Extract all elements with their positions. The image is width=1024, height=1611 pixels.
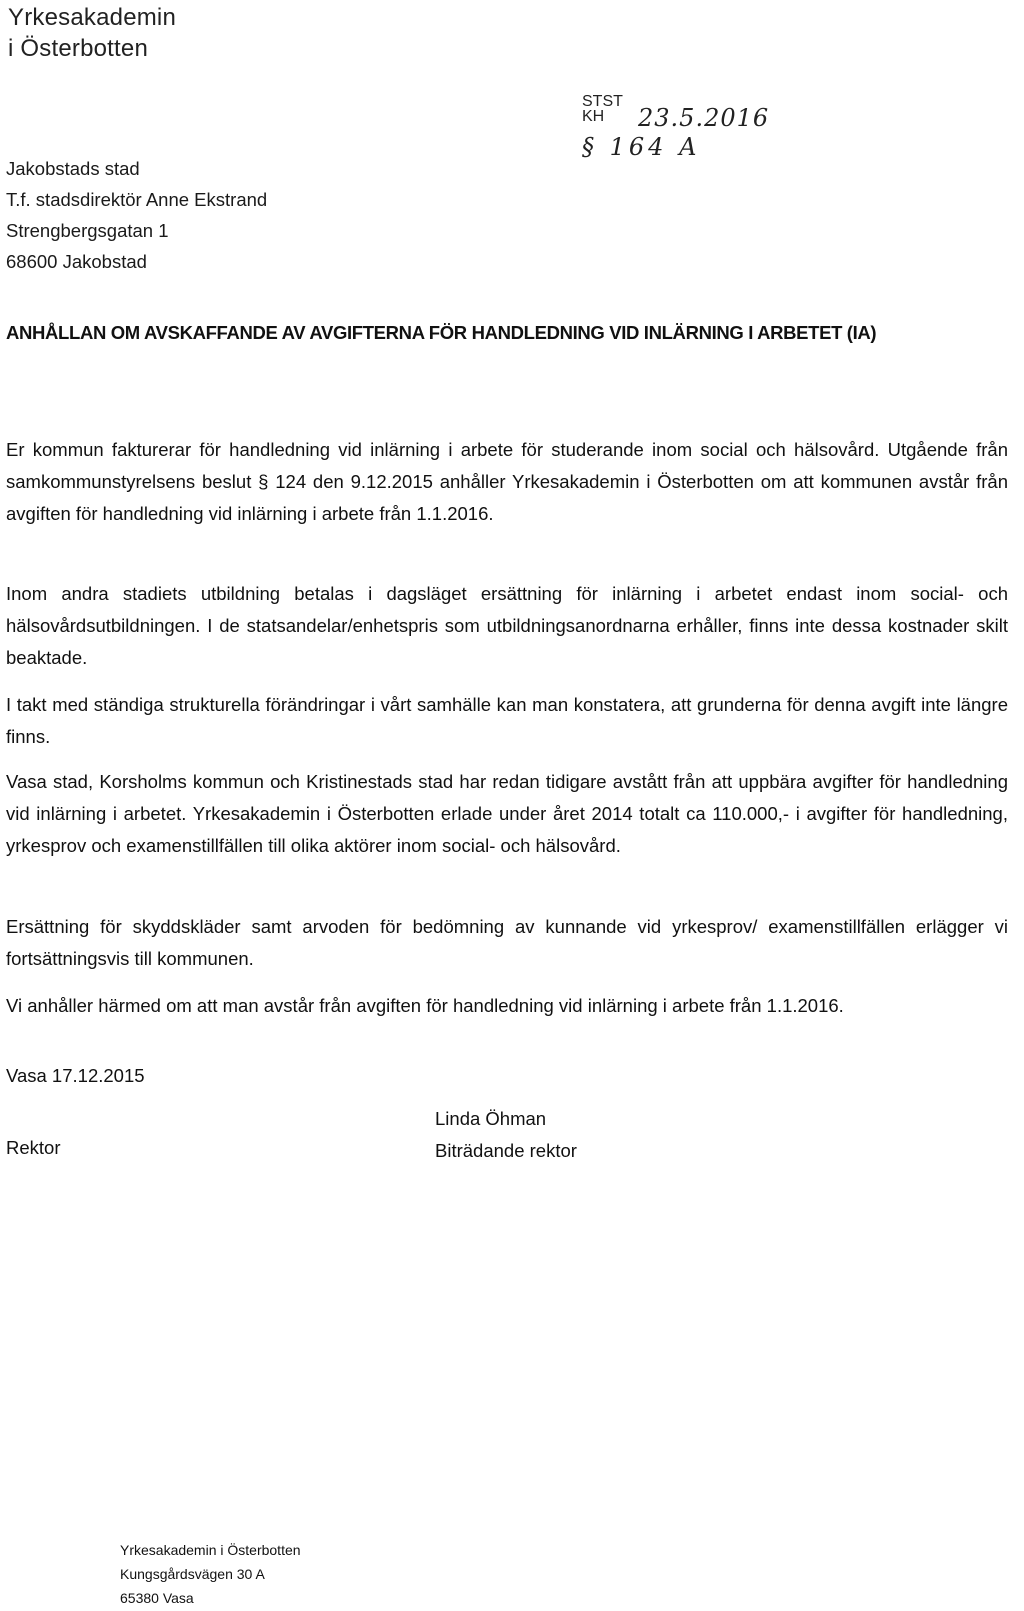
stamp-handwritten-date: 23.5.2016 (638, 104, 770, 132)
stamp-code-line2: KH (582, 108, 605, 125)
sender-name-line1: Yrkesakademin (8, 4, 177, 31)
body-paragraph-5: Ersättning för skyddskläder samt arvoden för bedömning av kunnande vid yrkesprov/ examenstillfällen erlägger vi fortsättningsvis till kommunen. (6, 916, 1008, 969)
recipient-line4: 68600 Jakobstad (6, 251, 147, 272)
receipt-stamp-codes (582, 94, 623, 124)
body-paragraph-4: Vasa stad, Korsholms kommun och Kristinestads stad har redan tidigare avstått från att uppbära avgifter för handledning vid inlärning i arbetet. Yrkesakademin i Österbotten erlade under året 2014 totalt ca 110.000,- i avgifter för handledning, yrkesprov och examenstillfällen till olika aktörer inom social- och hälsovård. (6, 771, 1008, 856)
recipient-line1: Jakobstads stad (6, 158, 140, 179)
letter-subject: ANHÅLLAN OM AVSKAFFANDE AV AVGIFTERNA FÖR HANDLEDNING VID INLÄRNING I ARBETET (IA) (6, 322, 877, 343)
sender-organization (8, 2, 176, 64)
footer-line3: 65380 Vasa (120, 1590, 194, 1606)
recipient-line2: T.f. stadsdirektör Anne Ekstrand (6, 189, 268, 210)
stamp-handwritten-paragraph: § 164 A (582, 133, 701, 161)
body-paragraph-2: Inom andra stadiets utbildning betalas i dagsläget ersättning för inlärning i arbetet endast inom social- och hälsovårdsutbildningen. I de statsandelar/enhetspris som utbildningsanordnarna erhåller, finns inte dessa kostnader skilt beaktade. (6, 583, 1008, 668)
signature-left-title: Rektor (6, 1137, 61, 1158)
recipient-line3: Strengbergsgatan 1 (6, 220, 169, 241)
signature-right-name: Linda Öhman (435, 1108, 547, 1129)
stamp-code-line1: STST (582, 93, 623, 110)
body-paragraph-3: I takt med ständiga strukturella förändringar i vårt samhälle kan man konstatera, att grunderna för denna avgift inte längre finns. (6, 694, 1008, 747)
recipient-address (6, 153, 267, 277)
sender-name-line2: i Österbotten (8, 35, 149, 62)
place-and-date: Vasa 17.12.2015 (6, 1065, 145, 1086)
body-paragraph-6: Vi anhåller härmed om att man avstår från avgiften för handledning vid inlärning i arbete från 1.1.2016. (6, 995, 844, 1016)
footer-line1: Yrkesakademin i Österbotten (120, 1542, 301, 1558)
footer-line2: Kungsgårdsvägen 30 A (120, 1566, 265, 1582)
signature-right-title: Biträdande rektor (435, 1140, 577, 1161)
body-paragraph-1: Er kommun fakturerar för handledning vid inlärning i arbete för studerande inom social och hälsovård. Utgående från samkommunstyrelsens beslut § 124 den 9.12.2015 anhåller Yrkesakademin i Österbotten om att kommunen avstår från avgiften för handledning vid inlärning i arbete från 1.1.2016. (6, 439, 1008, 524)
signature-right (435, 1103, 577, 1167)
footer-address (120, 1538, 301, 1610)
